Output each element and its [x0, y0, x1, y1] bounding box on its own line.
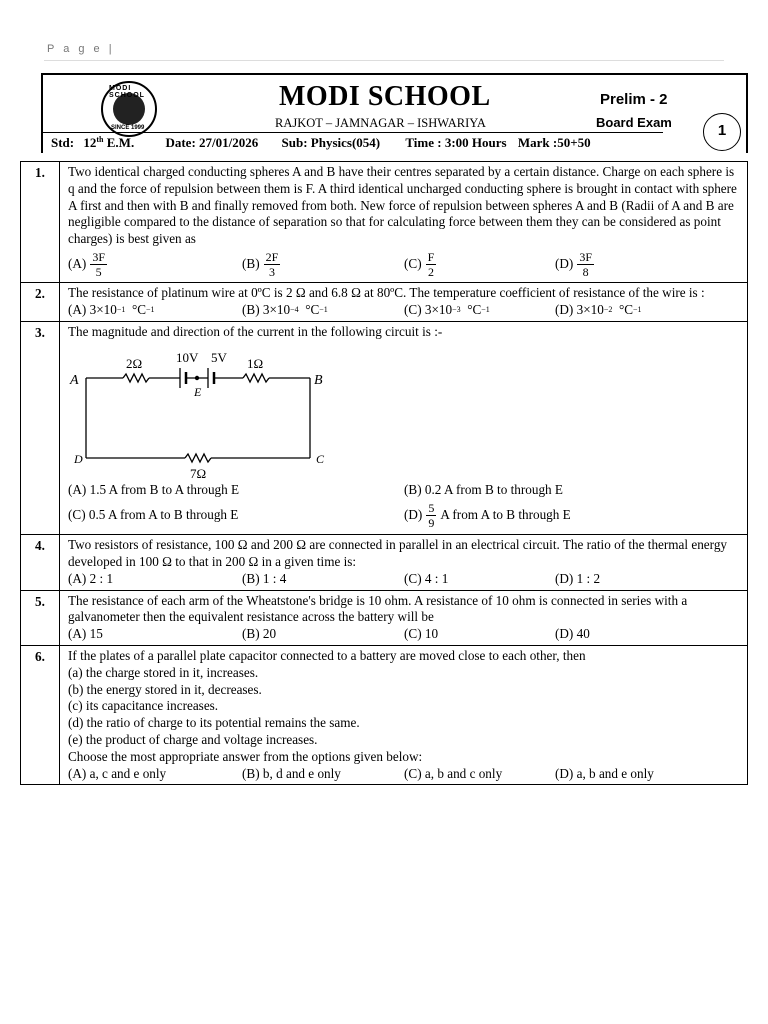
statement-list [68, 665, 741, 766]
std-label: Std: [51, 135, 75, 151]
std-value: 12th E.M. [83, 135, 135, 151]
exam-header [41, 73, 748, 153]
statement-item: (d) the ratio of charge to its potential remains the same. [68, 715, 360, 731]
exam-time: Time : 3:00 Hours [405, 135, 507, 151]
question-text: The resistance of platinum wire at 0ºC is 2 Ω and 6.8 Ω at 80ºC. The temperature coefficient of resistance of the wire is : [68, 284, 705, 300]
resistor-label-2ohm: 2Ω [126, 356, 143, 372]
header-divider [43, 132, 663, 133]
statement-item: (a) the charge stored in it, increases. [68, 664, 259, 680]
option-a[interactable]: (A) 1.5 A from B to A through E [68, 482, 240, 498]
option-d[interactable]: (D) 3×10 −2 °C −1 [555, 301, 642, 317]
board-exam-label: Board Exam [596, 115, 672, 130]
option-b[interactable]: (B) 0.2 A from B to through E [404, 482, 563, 498]
junction-point-e [195, 376, 199, 380]
exam-type: Prelim - 2 [600, 91, 668, 108]
school-logo [101, 81, 157, 137]
options-row [68, 250, 741, 279]
page-divider [44, 60, 724, 61]
option-b[interactable]: (B) b, d and e only [242, 765, 341, 781]
option-d[interactable]: (D) 40 [555, 626, 590, 642]
option-a[interactable]: (A) a, c and e only [68, 765, 167, 781]
option-d[interactable]: (D) a, b and e only [555, 765, 654, 781]
exam-marks: Mark :50+50 [517, 135, 591, 151]
logo-since: SINCE 1999 [111, 125, 145, 131]
node-label-a: A [70, 373, 79, 389]
school-name: MODI SCHOOL [279, 81, 491, 112]
option-b[interactable]: (B) 20 [242, 626, 277, 642]
statement-item: (e) the product of charge and voltage increases. [68, 731, 318, 747]
circuit-diagram [68, 340, 368, 478]
statement-item: (c) its capacitance increases. [68, 698, 219, 714]
question-row [21, 590, 748, 645]
question-row [21, 321, 748, 535]
question-number: 4. [21, 535, 60, 590]
option-c[interactable]: (C) 4 : 1 [404, 570, 449, 586]
option-a[interactable]: (A) $\frac{3F}{5}$ [68, 249, 105, 279]
option-b[interactable]: (B) 3×10 −4 °C −1 [242, 301, 328, 317]
option-c[interactable]: (C) a, b and c only [404, 765, 503, 781]
option-a[interactable]: (A) 3×10 −1 °C −1 [68, 301, 155, 317]
exam-date: Date: 27/01/2026 [165, 135, 259, 151]
question-number: 5. [21, 590, 60, 645]
resistor-label-7ohm: 7Ω [190, 466, 207, 479]
cell-label-5v: 5V [211, 350, 227, 366]
option-b[interactable]: (B) $\frac{2F}{3}$ [242, 249, 279, 279]
exam-subject: Sub: Physics(054) [281, 135, 381, 151]
logo-text: MODI SCHOOL [109, 85, 145, 99]
option-d[interactable]: (D) 1 : 2 [555, 570, 601, 586]
option-d[interactable]: (D) $\frac{5}{9}$ A from A to B through E [404, 501, 571, 531]
options-row [68, 482, 741, 499]
option-a[interactable]: (A) 15 [68, 626, 103, 642]
option-b[interactable]: (B) 1 : 4 [242, 570, 287, 586]
node-label-d: D [74, 452, 83, 467]
question-text: Two resistors of resistance, 100 Ω and 200 Ω are connected in parallel in an electrical circuit. The ratio of the thermal energy developed in 100 Ω to that in 200 Ω in a given time is: [68, 537, 728, 569]
option-c[interactable]: (C) 10 [404, 626, 439, 642]
question-number: 2. [21, 282, 60, 321]
options-row [68, 766, 741, 783]
question-text: Two identical charged conducting spheres A and B have their centres separated by a certain distance. Charge on each sphere is q and the force of repulsion between them is F. A third identical uncharged conducting sphere is brought in contact with sphere A first and then with B and finally removed from both. New force of repulsion between spheres A and B (Radii of A and B are negligible compared to the distance of separation so that for calculating force between them they can be considered as point charges) is best given as [68, 164, 737, 247]
question-row [21, 282, 748, 321]
option-c[interactable]: (C) $\frac{F}{2}$ [404, 249, 435, 279]
question-row [21, 162, 748, 283]
option-c[interactable]: (C) 0.5 A from A to B through E [68, 507, 239, 523]
node-label-b: B [314, 373, 323, 389]
question-row [21, 645, 748, 784]
option-d[interactable]: (D) $\frac{3F}{8}$ [555, 249, 592, 279]
question-row [21, 535, 748, 590]
node-label-c: C [316, 452, 325, 467]
options-row [68, 501, 741, 530]
resistor-label-1ohm: 1Ω [247, 356, 264, 372]
cell-label-10v: 10V [176, 350, 199, 366]
statement-item: Choose the most appropriate answer from the options given below: [68, 748, 423, 764]
options-row [68, 302, 741, 319]
options-row [68, 571, 741, 588]
page-label: P a g e | [47, 43, 115, 55]
question-number: 6. [21, 645, 60, 784]
option-a[interactable]: (A) 2 : 1 [68, 570, 114, 586]
questions-table [20, 161, 748, 785]
exam-info-row [51, 135, 591, 151]
page-number: 1 [703, 113, 741, 151]
question-text: If the plates of a parallel plate capacitor connected to a battery are moved close to each other, then [68, 647, 586, 663]
option-c[interactable]: (C) 3×10 −3 °C −1 [404, 301, 490, 317]
options-row [68, 626, 741, 643]
point-label-e: E [194, 385, 202, 400]
question-number: 1. [21, 162, 60, 283]
question-number: 3. [21, 321, 60, 535]
question-text: The resistance of each arm of the Wheatstone's bridge is 10 ohm. A resistance of 10 ohm is connected in series with a galvanometer then the equivalent resistance across the battery will be [68, 592, 688, 625]
statement-item: (b) the energy stored in it, decreases. [68, 681, 262, 697]
school-cities: RAJKOT – JAMNAGAR – ISHWARIYA [275, 116, 486, 130]
question-text: The magnitude and direction of the current in the following circuit is :- [68, 323, 443, 339]
